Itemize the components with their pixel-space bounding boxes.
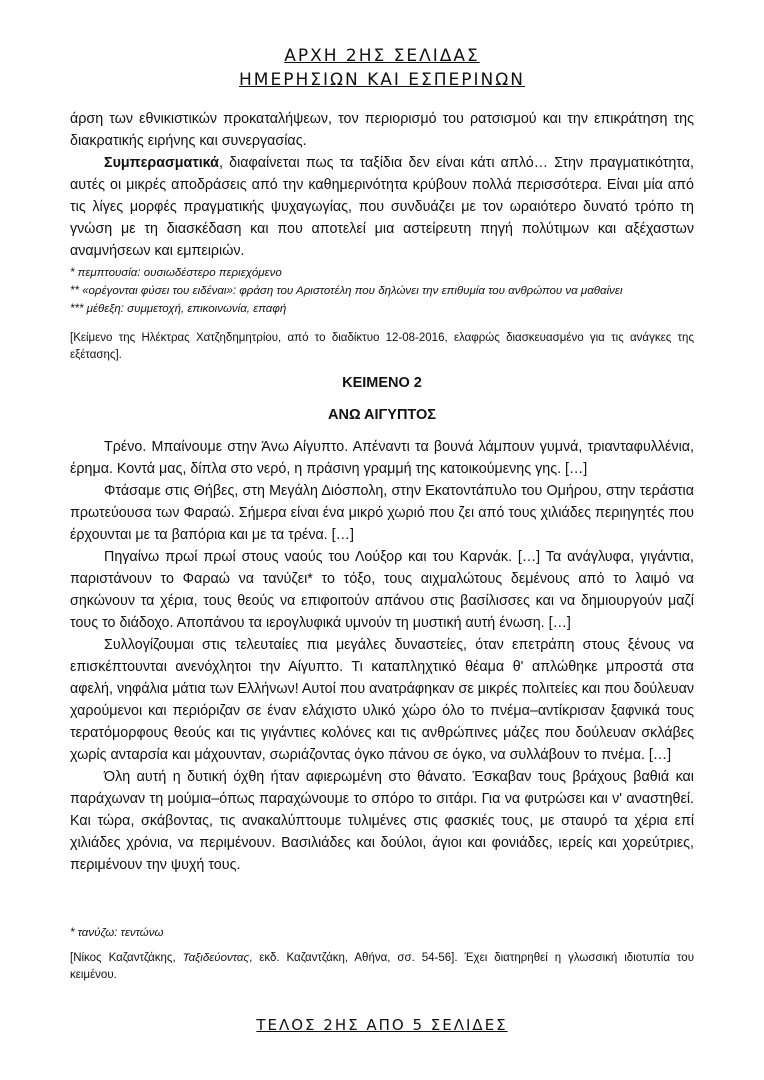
text2-paragraph-3: Πηγαίνω πρωί πρωί στους ναούς του Λούξορ και του Καρνάκ. […] Τα ανάγλυφα, γιγάντια, παριστάνουν το Φαραώ να τανύζει* το τόξο, τους αιχμαλώτους δεμένους από το λαιμό να σηκώνουν τα χέρια, τους θεούς να επιφοιτούν απάνου στις βασίλισσες και να δημιουργούν μαζί τους το διάδοχο. Αποπάνου τα ιερογλυφικά υμνούν τη μυστική αυτή ένωση. […] [70, 549, 694, 631]
text2-label: ΚΕΙΜΕΝΟ 2 [342, 375, 422, 391]
text2-paragraph-1: Τρένο. Μπαίνουμε στην Άνω Αίγυπτο. Απέναντι τα βουνά λάμπουν γυμνά, τριανταφυλλένια, έρημα. Κοντά μας, δίπλα στο νερό, η πράσινη γραμμή της κατοικούμενης γης. […] [70, 439, 694, 477]
page-footer: ΤΕΛΟΣ 2ΗΣ ΑΠΟ 5 ΣΕΛΙΔΕΣ [256, 1016, 508, 1034]
text2-paragraph-2: Φτάσαμε στις Θήβες, στη Μεγάλη Διόσπολη, στην Εκατοντάπυλο του Ομήρου, στην τεράστια πρωτεύουσα των Φαραώ. Σήμερα είναι ένα μικρό χωριό που ζει από τους χιλιάδες περιηγητές που έρχουνται με τα βαπόρια και με τα τρένα. […] [70, 483, 694, 543]
text2-source-pre: [Νίκος Καζαντζάκης, [70, 952, 183, 964]
text1-reference [70, 330, 694, 364]
text2-paragraph-5: Όλη αυτή η δυτική όχθη ήταν αφιερωμένη στο θάνατο. Έσκαβαν τους βράχους βαθιά και παράχωναν τη μούμια–όπως παραχώνουμε το σπόρο το σιτάρι. Για να φυτρώσει και ν' αναστηθεί. Και τώρα, σκάβοντας, τις ανακαλύπτουμε τυλιμένες στις φασκιές τους, με σταυρό τα χέρια επί χιλιάδες χρόνια, να περιμένουν. Βασιλιάδες και δούλοι, άγιοι και φονιάδες, ιερείς και χορεύτριες, περιμένουν την ψυχή τους. [70, 769, 694, 873]
text2-source-post: , εκδ. Καζαντζάκη, Αθήνα, σσ. 54-56]. Έχει διατηρηθεί η γλωσσική ιδιοτυπία του κειμένου. [70, 952, 694, 981]
header-line-2: ΗΜΕΡΗΣΙΩΝ ΚΑΙ ΕΣΠΕΡΙΝΩΝ [239, 70, 525, 90]
text2-note [70, 924, 694, 942]
text2-title: ΑΝΩ ΑΙΓΥΠΤΟΣ [328, 407, 436, 423]
text1-paragraph-2-body: , διαφαίνεται πως τα ταξίδια δεν είναι κάτι απλό… Στην πραγματικότητα, αυτές οι μικρές αποδράσεις από την καθημερινότητα κρύβουν πολλά περισσότερα. Είναι μία από τις λίγες μορφές πραγματικής ψυχαγωγίας, που συνδυάζει με τον ωραιότερο δυνατό τρόπο τη γνώση με τη διασκέδαση και που αποτελεί μια αστείρευτη πηγή πολύτιμων και αξέχαστων αναμνήσεων και εμπειριών. [70, 155, 694, 259]
text1-source: [Κείμενο της Ηλέκτρας Χατζηδημητρίου, από το διαδίκτυο 12-08-2016, ελαφρώς διασκευασμένο για τις ανάγκες της εξέτασης]. [70, 332, 694, 361]
header-line-1: ΑΡΧΗ 2ΗΣ ΣΕΛΙΔΑΣ [284, 46, 480, 66]
text1-continuation [70, 108, 694, 262]
text1-paragraph-2 [70, 152, 694, 262]
text2-paragraph-4: Συλλογίζουμαι στις τελευταίες πια μεγάλες δυναστείες, όταν επετράπη στους ξένους να επισκέπτουνται ανενόχλητοι την Αίγυπτο. Τι καταπληχτικό θέαμα θ' απλώθηκε μπροστά στα αφελή, νηφάλια μάτια των Ελλήνων! Αυτοί που ανατράφηκαν σε μικρές πολιτείες και που δούλευαν χαρούμενοι και περιόριζαν σε έναν ελάχιστο υλικό χώρο όλο το πνέμα–αντίκρισαν ξαφνικά τους τερατόμορφους θεούς και τις γιγάντιες κολόνες και τις ανθρώπινες μάζες που δούλευαν σκλάβες χωρίς ανταρσία και μάχουνταν, σωριάζοντας όγκο πάνου σε όγκο, να συλλάβουν το πνέμα. […] [70, 637, 694, 763]
text1-paragraph-1: άρση των εθνικιστικών προκαταλήψεων, τον περιορισμό του ρατσισμού και την επικράτηση της διακρατικής ειρήνης και συνεργασίας. [70, 111, 694, 149]
text1-notes [70, 264, 694, 318]
text2-reference [70, 950, 694, 984]
footnote-2: ** «ορέγονται φύσει του ειδέναι»: φράση του Αριστοτέλη που δηλώνει την επιθυμία του ανθρώπου να μαθαίνει [70, 285, 623, 297]
page-header [0, 44, 764, 92]
text2-source-book: Ταξιδεύοντας [182, 952, 250, 964]
text2-source [70, 950, 694, 984]
text2-heading [70, 372, 694, 426]
footnote-tanyzo: * τανύζω: τεντώνω [70, 927, 164, 939]
footnote-1: * πεμπτουσία: ουσιωδέστερο περιεχόμενο [70, 267, 282, 279]
text2-body [70, 436, 694, 876]
conclusion-keyword: Συμπερασματικά [104, 155, 219, 171]
footnote-3: *** μέθεξη: συμμετοχή, επικοινωνία, επαφή [70, 303, 287, 315]
